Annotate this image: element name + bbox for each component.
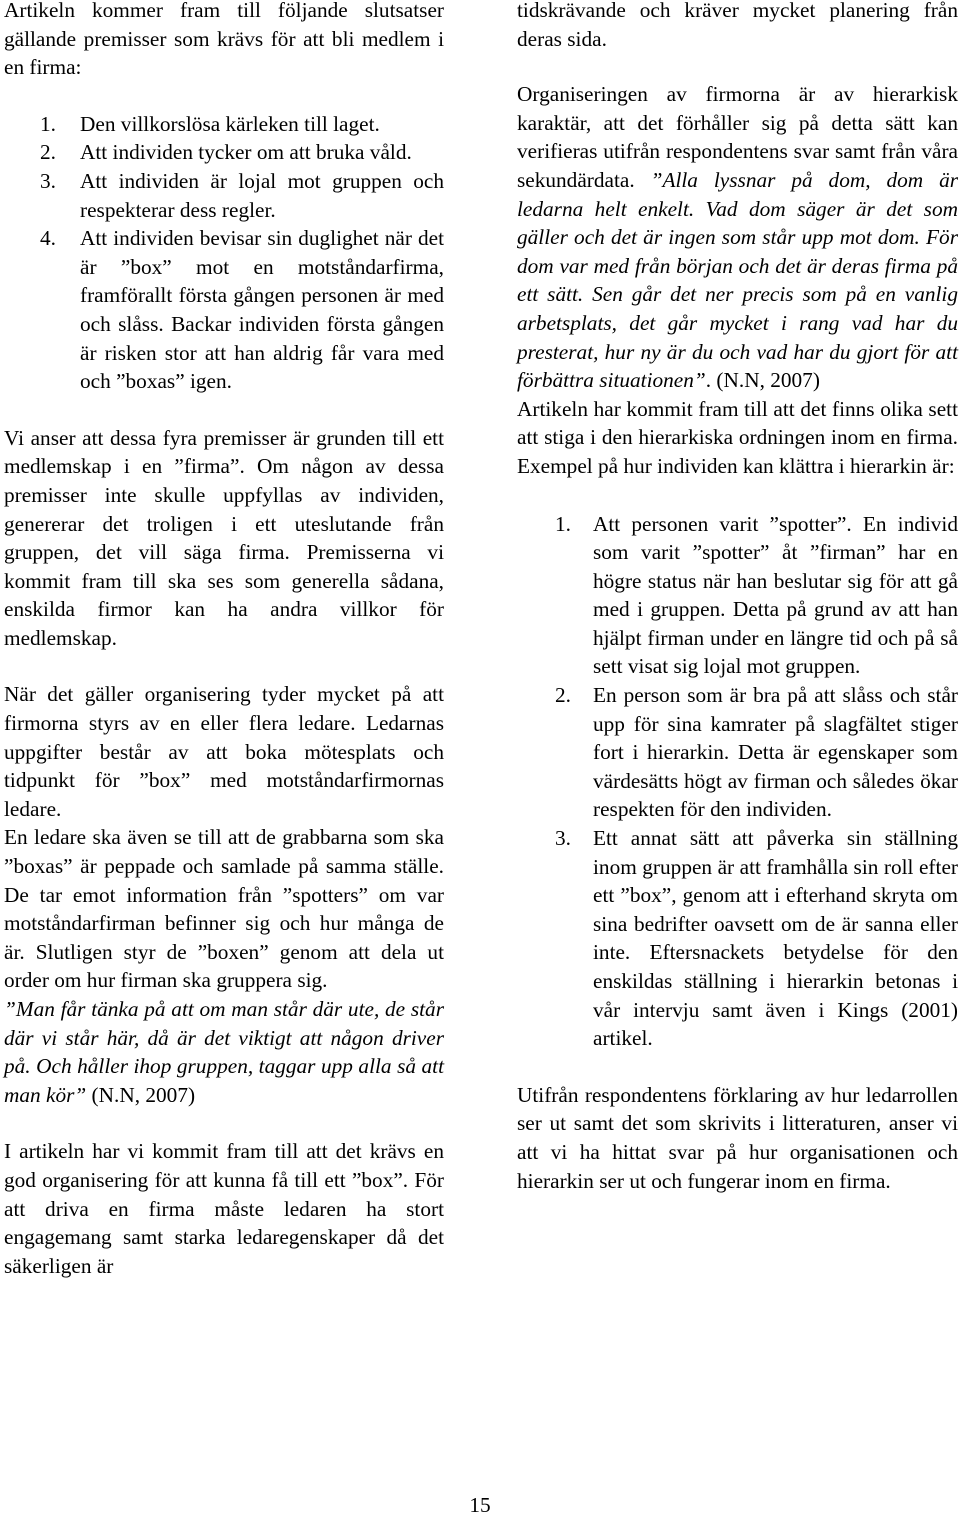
list-number: 1. xyxy=(555,511,571,536)
page-number: 15 xyxy=(469,1493,491,1517)
body-paragraph: Artikeln har kommit fram till att det finns olika sett att stiga i den hierarkiska ordningen inom en firma. Exempel på hur individen kan klättra i hierarkin är: xyxy=(517,396,958,478)
quote-text: ”Man får tänka på att om man står där ute, de står där vi står här, då är det viktigt att någon driver på. Och håller ihop gruppen, taggar upp alla så att man kör” xyxy=(4,997,444,1107)
body-text: Organiseringen av firmorna är av hierarkisk karaktär, att det förhåller sig på detta sätt kan verifieras utifrån respondentens svar samt från våra sekundärdata. xyxy=(517,82,958,192)
quote-citation: (N.N, 2007) xyxy=(86,1082,196,1107)
left-column xyxy=(4,0,444,1280)
body-paragraph: Utifrån respondentens förklaring av hur ledarrollen ser ut samt det som skrivits i litteraturen, anser vi att vi ha hittat svar på hur organisationen och hierarkin ser ut och fungerar inom en firma. xyxy=(517,1082,958,1193)
hierarchy-list xyxy=(517,510,958,1053)
list-item xyxy=(4,138,444,167)
body-paragraph: tidskrävande och kräver mycket planering från deras sida. xyxy=(517,0,958,51)
list-item-text: Att personen varit ”spotter”. En individ som varit ”spotter” åt ”firman” har en högre status när han beslutar sig för att gå med i gruppen. Detta på grund av att han hjälpt firman under en längre tid och på så sett visat sig lojal mot gruppen. xyxy=(593,511,958,679)
list-item xyxy=(4,224,444,396)
list-number: 2. xyxy=(40,140,56,165)
list-number: 3. xyxy=(40,168,56,193)
quote-paragraph xyxy=(517,80,958,395)
right-column xyxy=(517,0,958,1195)
quote-citation: . (N.N, 2007) xyxy=(705,368,820,393)
list-number: 2. xyxy=(555,683,571,708)
premises-list xyxy=(4,110,444,396)
list-item-text: Ett annat sätt att påverka sin ställning inom gruppen är att framhålla sin roll efter ett ”box”, genom att i efterhand skryta om sina bedrifter oavsett om de är sanna eller inte. Eftersnackets betydelse för den enskildas ställning i hierarkin betonas i vår intervju samt även i Kings (2001) artikel. xyxy=(593,826,958,1051)
list-item xyxy=(517,681,958,824)
quote-paragraph xyxy=(4,995,444,1109)
list-item-text: Att individen bevisar sin duglighet när det är ”box” mot en motståndarfirma, framförallt första gången personen är med och slåss. Backar individen första gången är risken stor att han aldrig får vara med och ”boxas” igen. xyxy=(80,226,444,394)
list-number: 1. xyxy=(40,111,56,136)
list-item xyxy=(517,510,958,682)
body-paragraph: En ledare ska även se till att de grabbarna som ska ”boxas” är peppade och samlade på samma ställe. De tar emot information från ”spotters” om var motståndarfirman befinner sig och hur många de är. Slutligen styr de ”boxen” genom att dela ut order om hur firman ska gruppera sig. xyxy=(4,825,444,993)
list-item-text: En person som är bra på att slåss och står upp för sina kamrater på slagfältet stiger fort i hierarkin. Detta är egenskaper som värdesätts högt av firman och således ökar respekten för den individen. xyxy=(593,683,958,822)
intro-paragraph: Artikeln kommer fram till följande slutsatser gällande premisser som krävs för att bli medlem i en firma: xyxy=(4,0,444,80)
body-paragraph: När det gäller organisering tyder mycket på att firmorna styrs av en eller flera ledare. Ledarnas uppgifter består av att boka mötesplats och tidpunkt för ”box” med motståndarfirmornas ledare. xyxy=(4,682,444,821)
quote-text: ”Alla lyssnar på dom, dom är ledarna helt enkelt. Vad dom säger är det som gäller och det är ingen som står upp mot dom. För dom var med från början och det är deras firma på ett sätt. Sen går det ner precis som på en vanlig arbetsplats, det går mycket i rang vad har du presterat, hur ny är du och vad har du gjort för att förbättra situationen” xyxy=(517,167,959,393)
list-item-text: Att individen är lojal mot gruppen och respekterar dess regler. xyxy=(80,168,444,222)
list-item xyxy=(4,110,444,139)
body-paragraph: Vi anser att dessa fyra premisser är grunden till ett medlemskap i en ”firma”. Om någon av dessa premisser inte skulle uppfyllas av individen, genererar det troligen i ett uteslutande från gruppen, det vill säga firma. Premisserna vi kommit fram till ska ses som generella sådana, enskilda firmor kan ha andra villkor för medlemskap. xyxy=(4,425,444,650)
list-number: 3. xyxy=(555,826,571,851)
list-number: 4. xyxy=(40,226,56,251)
list-item xyxy=(517,824,958,1053)
list-item-text: Att individen tycker om att bruka våld. xyxy=(80,140,412,165)
list-item-text: Den villkorslösa kärleken till laget. xyxy=(80,111,380,136)
body-paragraph: I artikeln har vi kommit fram till att det krävs en god organisering för att kunna få till ett ”box”. För att driva en firma måste ledaren ha stort engagemang samt starka ledaregenskaper då det säkerligen är xyxy=(4,1139,444,1278)
list-item xyxy=(4,167,444,224)
